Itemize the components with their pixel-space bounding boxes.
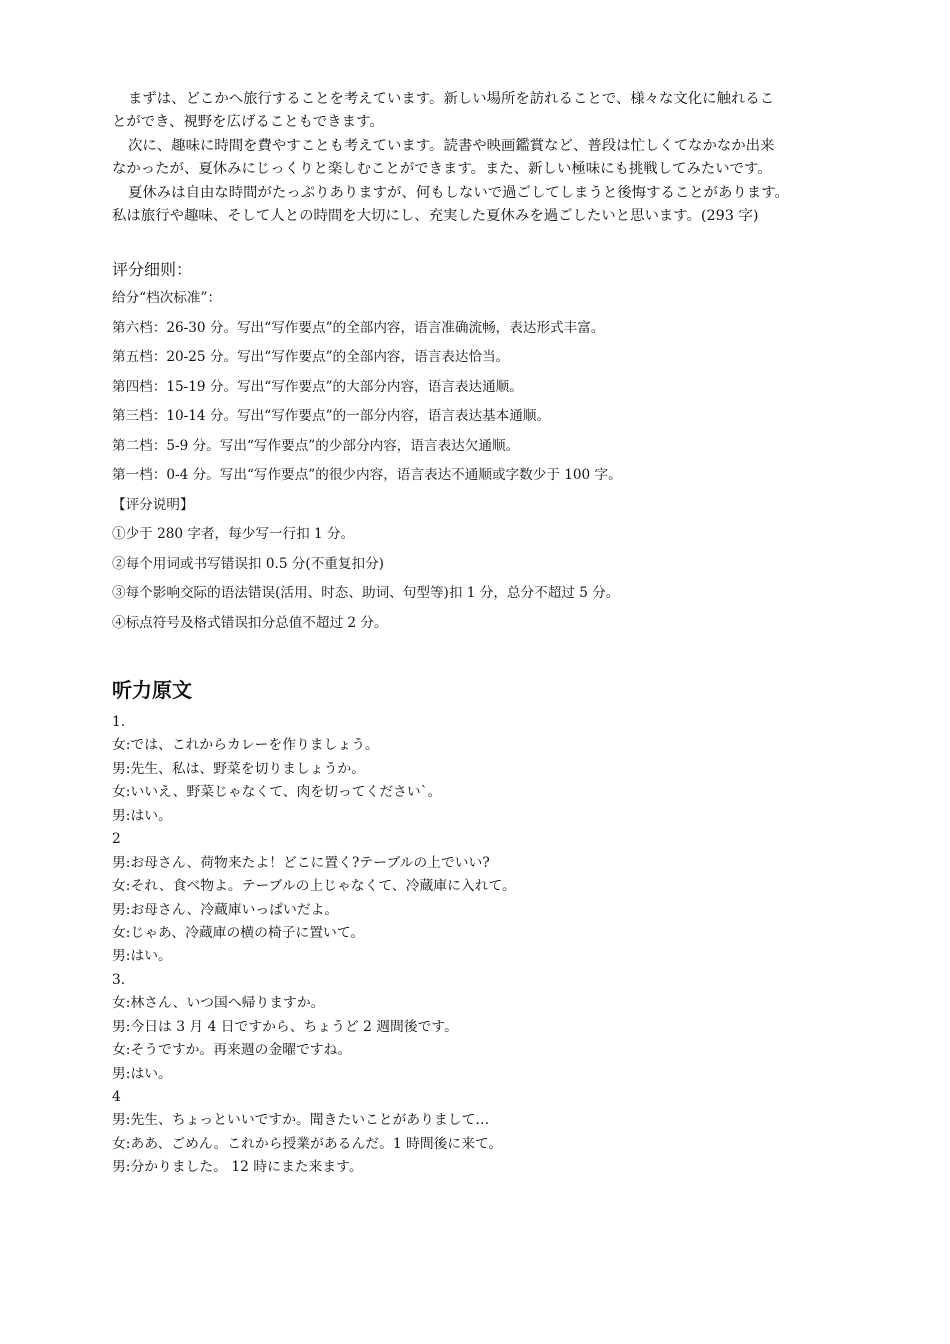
transcript-line: 女:では、これからカレーを作りましょう。 xyxy=(112,737,379,754)
rubric-line: 给分“档次标准”： xyxy=(112,290,222,306)
transcript-line: 女:そうですか。再来週の金曜ですね。 xyxy=(112,1042,352,1059)
listening-transcript xyxy=(112,712,832,1181)
essay-paragraph-line: なかったが、夏休みにじっくりと楽しむことができます。また、新しい極味にも挑戦してみたいです。 xyxy=(112,161,772,178)
rubric-line: ③每个影响交际的语法错误(活用、时态、助词、句型等)扣 1 分，总分不超过 5 分。 xyxy=(112,585,620,601)
transcript-line: 男:はい。 xyxy=(112,1065,172,1082)
rubric-line: 【评分说明】 xyxy=(112,496,194,513)
rubric-line: ①少于 280 字者，每少写一行扣 1 分。 xyxy=(112,526,355,542)
transcript-line: 男:お母さん、冷蔵庫いっぱいだよ。 xyxy=(112,901,339,918)
transcript-line: 女:じゃあ、冷蔵庫の横の椅子に置いて。 xyxy=(112,924,365,941)
essay-paragraph-line: とができ、視野を広げることもできます。 xyxy=(112,114,384,131)
transcript-line: 男:分かりました。 12 時にまた来ます。 xyxy=(112,1159,363,1176)
transcript-line: 男:先生、ちょっといいですか。聞きたいことがありまして… xyxy=(112,1112,490,1129)
transcript-line: 女:ああ、ごめん。これから授業があるんだ。1 時間後に来て。 xyxy=(112,1135,503,1152)
essay-paragraph-line: 次に、趣味に時間を費やすことも考えています。読書や映画鑑賞など、普段は忙しくてなかなか出来 xyxy=(128,137,775,154)
rubric-line: ②每个用词或书写错误扣 0.5 分(不重复扣分) xyxy=(112,555,384,572)
essay-body xyxy=(112,88,842,228)
essay-paragraph-line: 夏休みは自由な時間がたっぷりありますが、何もしないで過ごしてしまうと後悔することがあります。 xyxy=(128,184,789,201)
rubric-line: 第三档：10-14 分。写出“写作要点”的一部分内容，语言表达基本通顺。 xyxy=(112,408,551,424)
transcript-line: 2 xyxy=(112,831,121,848)
essay-paragraph-line: まずは、どこかへ旅行することを考えています。新しい場所を訪れることで、様々な文化に触れるこ xyxy=(128,91,775,107)
transcript-line: 男:お母さん、荷物来たよ！どこに置く?テーブルの上でいい? xyxy=(112,854,490,871)
rubric-line: 第六档：26-30 分。写出“写作要点”的全部内容，语言准确流畅，表达形式丰富。 xyxy=(112,319,605,336)
transcript-line: 女:林さん、いつ国へ帰りますか。 xyxy=(112,995,325,1012)
transcript-line: 女:それ、食べ物よ。テーブルの上じゃなくて、冷蔵庫に入れて。 xyxy=(112,878,516,895)
rubric-list xyxy=(112,288,872,642)
transcript-line: 男:はい。 xyxy=(112,807,172,824)
transcript-line: 4 xyxy=(112,1089,121,1105)
transcript-line: 女:いいえ、野菜じゃなくて、肉を切ってください`。 xyxy=(112,784,442,801)
rubric-title: 评分细则： xyxy=(112,260,193,279)
rubric-line: 第二档：5-9 分。写出“写作要点”的少部分内容，语言表达欠通顺。 xyxy=(112,437,520,454)
essay-paragraph-line: 私は旅行や趣味、そして人との時間を大切にし、充実した夏休みを過ごしたいと思います。(293 字) xyxy=(112,208,759,225)
transcript-line: 男:先生、私は、野菜を切りましょうか。 xyxy=(112,760,365,777)
transcript-line: 男:はい。 xyxy=(112,948,172,965)
transcript-line: 3. xyxy=(112,971,126,988)
transcript-line: 男:今日は 3 月 4 日ですから、ちょうど 2 週間後です。 xyxy=(112,1018,458,1035)
listening-title: 听力原文 xyxy=(112,678,192,702)
rubric-line: 第四档：15-19 分。写出“写作要点”的大部分内容，语言表达通顺。 xyxy=(112,378,523,395)
rubric-line: 第五档：20-25 分。写出“写作要点”的全部内容，语言表达恰当。 xyxy=(112,349,510,365)
rubric-line: ④标点符号及格式错误扣分总值不超过 2 分。 xyxy=(112,614,388,631)
transcript-line: 1. xyxy=(112,714,126,730)
rubric-line: 第一档：0-4 分。写出“写作要点”的很少内容，语言表达不通顺或字数少于 100 字。 xyxy=(112,467,622,483)
